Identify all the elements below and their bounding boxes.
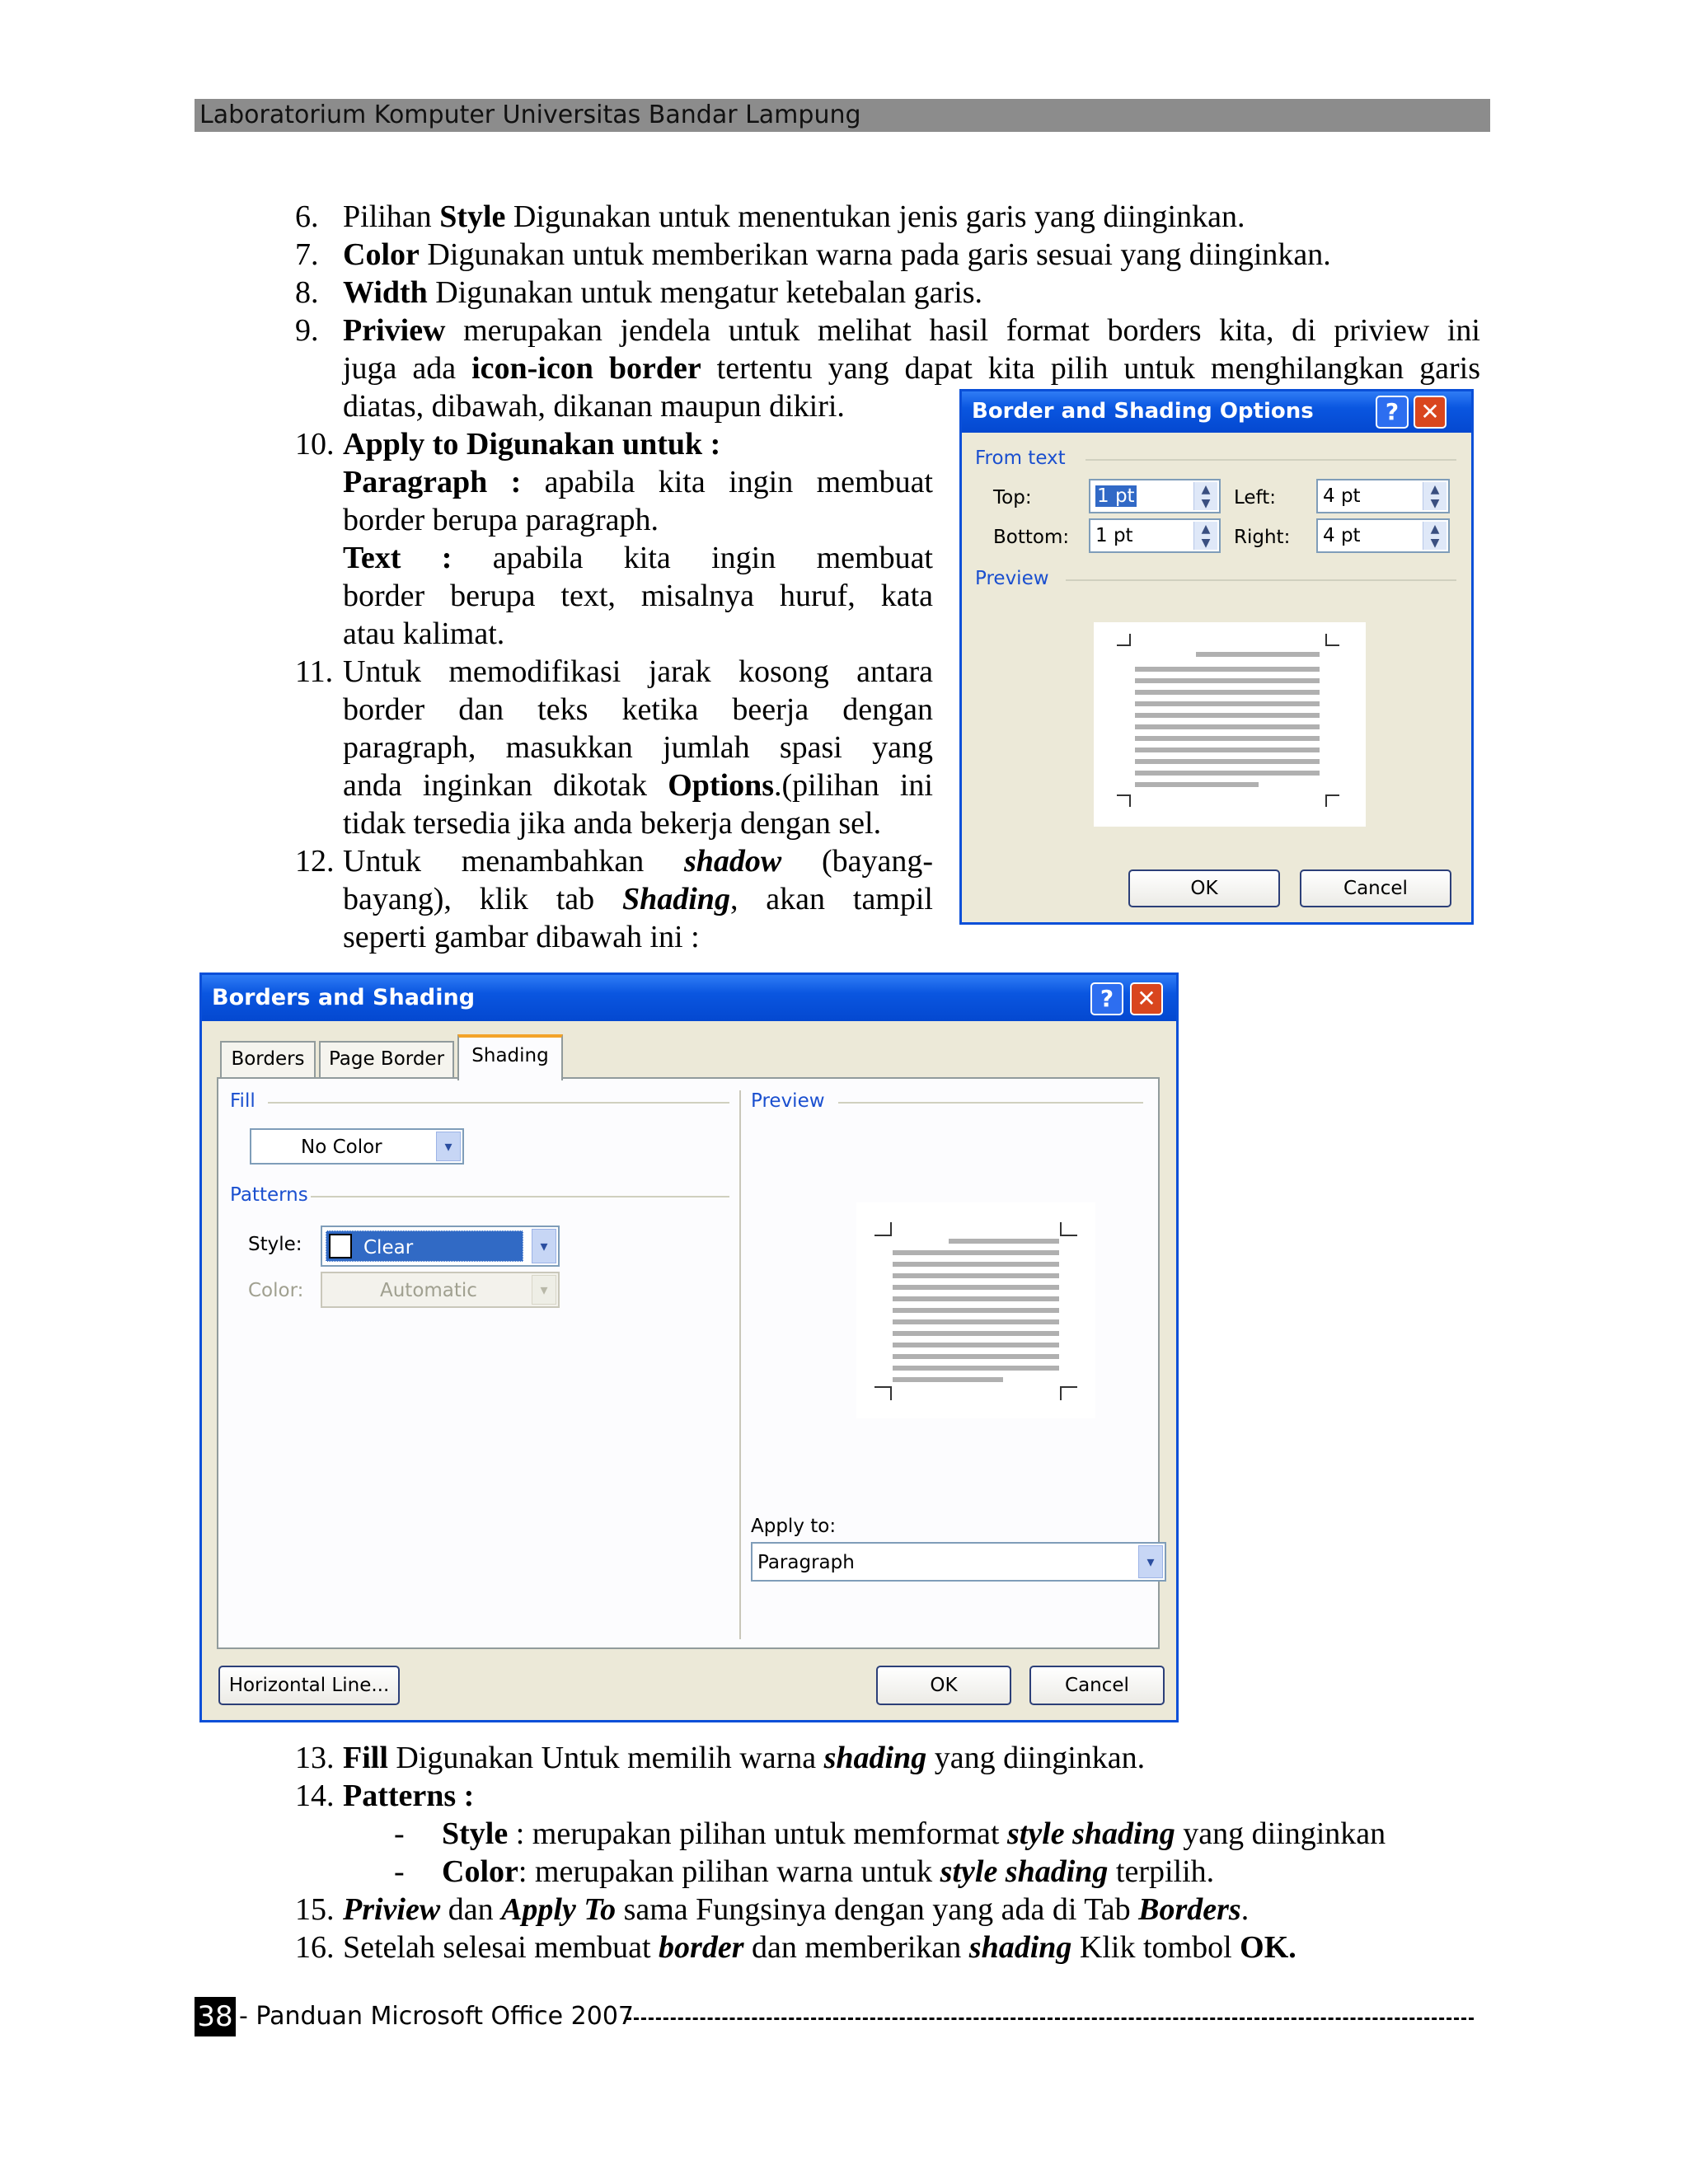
- text-run: style shading: [940, 1854, 1109, 1889]
- fill-divider: [268, 1102, 729, 1104]
- right-label: Right:: [1234, 527, 1291, 548]
- preview-line: [893, 1262, 1059, 1267]
- text-run: apabila kita ingin membuat: [521, 465, 933, 499]
- text-run: Digunakan untuk memberikan warna pada garis sesuai yang diinginkan.: [419, 237, 1331, 272]
- list-item-10-title: [343, 425, 720, 463]
- header-title: Laboratorium Komputer Universitas Bandar Lampung: [199, 101, 861, 129]
- preview-divider: [1066, 579, 1456, 581]
- list-item-9-line-3: [343, 387, 845, 425]
- list-item-11-line-2: [343, 691, 933, 729]
- preview-line: [1135, 701, 1320, 706]
- chevron-down-icon[interactable]: ▾: [532, 1229, 556, 1263]
- text-run: .(pilihan ini: [774, 768, 933, 803]
- text-run: Patterns :: [343, 1779, 475, 1813]
- list-number-10: 10.: [295, 427, 335, 462]
- list-item-6: [343, 198, 1245, 236]
- preview-line: [1135, 724, 1320, 729]
- shading-preview-area[interactable]: [856, 1202, 1095, 1418]
- text-run: Digunakan untuk menentukan jenis garis yang diinginkan.: [505, 199, 1245, 234]
- list-item-11-line-1: [343, 653, 933, 691]
- ok-button[interactable]: OK: [1128, 869, 1280, 907]
- sub-bullet-2: -: [394, 1854, 405, 1889]
- apply-to-value: Paragraph: [757, 1552, 855, 1573]
- pattern-style-value: Clear: [363, 1237, 414, 1258]
- footer-title: - Panduan Microsoft Office 2007: [239, 2002, 635, 2031]
- pattern-color-dropdown[interactable]: [321, 1272, 560, 1308]
- text-run: (bayang-: [781, 844, 933, 879]
- preview-line: [1135, 771, 1320, 776]
- text-run: dan: [440, 1892, 502, 1927]
- text-run: atau kalimat.: [343, 616, 505, 651]
- right-spinner[interactable]: [1316, 518, 1450, 553]
- preview-line: [1135, 736, 1320, 741]
- cancel-button[interactable]: Cancel: [1300, 869, 1451, 907]
- spin-up-icon[interactable]: ▲: [1201, 483, 1211, 496]
- text-run: shadow: [683, 844, 782, 879]
- text-run: , akan tampil: [729, 882, 933, 916]
- preview-line: [1135, 748, 1320, 752]
- preview-line: [1135, 678, 1320, 683]
- preview-line: [1135, 782, 1259, 787]
- spin-down-icon[interactable]: ▼: [1201, 537, 1211, 550]
- apply-to-label: Apply to:: [751, 1516, 837, 1537]
- list-item-11-line-5: [343, 804, 881, 842]
- preview-divider: [838, 1102, 1143, 1104]
- border-shading-options-dialog: [959, 389, 1474, 925]
- text-run: icon-icon border: [471, 351, 701, 386]
- patterns-divider: [311, 1196, 729, 1197]
- spin-up-icon[interactable]: ▲: [1430, 483, 1440, 496]
- list-number-8: 8.: [295, 275, 319, 310]
- text-run: paragraph, masukkan jumlah spasi yang: [343, 730, 933, 765]
- text-run: Pilihan: [343, 199, 440, 234]
- right-value[interactable]: 4 pt: [1323, 525, 1361, 546]
- list-item-14: [343, 1777, 474, 1815]
- list-item-8: [343, 274, 982, 312]
- top-value[interactable]: 1 pt: [1097, 485, 1135, 507]
- close-icon[interactable]: ✕: [1130, 982, 1163, 1015]
- spin-up-icon[interactable]: ▲: [1201, 523, 1211, 536]
- clear-swatch-icon: [329, 1234, 352, 1258]
- preview-line: [893, 1308, 1059, 1313]
- list-item-10-line-3: [343, 539, 933, 577]
- shading-dialog-title: Borders and Shading: [212, 985, 476, 1010]
- text-run: juga ada: [343, 351, 472, 386]
- style-label: Style:: [248, 1234, 302, 1255]
- preview-label: Preview: [751, 1090, 825, 1112]
- list-number-7: 7.: [295, 237, 319, 272]
- text-run: : merupakan pilihan untuk memformat: [508, 1816, 1007, 1851]
- list-item-15: [343, 1891, 1249, 1929]
- pattern-color-value: Automatic: [380, 1280, 477, 1301]
- bottom-value[interactable]: 1 pt: [1095, 525, 1133, 546]
- fill-color-dropdown[interactable]: [250, 1128, 464, 1165]
- preview-line: [893, 1319, 1059, 1324]
- style-selection-highlight: [326, 1230, 523, 1262]
- text-run: apabila kita ingin membuat: [452, 541, 933, 575]
- list-item-11-line-3: [343, 729, 933, 766]
- shading-tab-panel: [217, 1077, 1160, 1649]
- list-item-9-line-2: [343, 349, 1480, 387]
- close-icon[interactable]: ✕: [1414, 396, 1447, 429]
- sub-item-style: [442, 1815, 1386, 1853]
- bottom-spinner[interactable]: [1089, 518, 1221, 553]
- preview-line: [893, 1366, 1059, 1371]
- text-run: bayang), klik tab: [343, 882, 622, 916]
- tab-page-border[interactable]: Page Border: [319, 1041, 454, 1077]
- text-run: Color: [343, 237, 420, 272]
- preview-line: [893, 1331, 1059, 1336]
- text-run: OK.: [1240, 1930, 1296, 1965]
- list-item-10-line-1: [343, 463, 933, 501]
- text-run: Shading: [621, 882, 730, 916]
- borders-and-shading-dialog: [199, 972, 1179, 1722]
- fill-color-value: No Color: [301, 1137, 382, 1158]
- options-preview-area[interactable]: [1094, 622, 1366, 827]
- sub-item-color: [442, 1853, 1214, 1891]
- list-number-9: 9.: [295, 313, 319, 348]
- spin-down-icon[interactable]: ▼: [1201, 497, 1211, 510]
- text-run: Klik tombol: [1071, 1930, 1240, 1965]
- bottom-label: Bottom:: [993, 527, 1070, 548]
- text-run: Fill: [343, 1741, 388, 1775]
- text-run: yang diinginkan: [1175, 1816, 1386, 1851]
- preview-line: [893, 1273, 1059, 1278]
- chevron-down-icon[interactable]: ▾: [436, 1132, 461, 1161]
- preview-line: [893, 1343, 1059, 1347]
- patterns-label: Patterns: [230, 1184, 308, 1206]
- preview-label: Preview: [975, 568, 1049, 589]
- text-run: style shading: [1006, 1816, 1175, 1851]
- text-run: Digunakan Untuk memilih warna: [387, 1741, 824, 1775]
- from-text-label: From text: [975, 448, 1066, 469]
- list-number-13: 13.: [295, 1741, 335, 1775]
- top-label: Top:: [993, 487, 1032, 509]
- list-number-16: 16.: [295, 1930, 335, 1965]
- top-spinner-arrows[interactable]: [1193, 482, 1217, 510]
- preview-line: [893, 1354, 1059, 1359]
- preview-line: [893, 1377, 1003, 1382]
- footer-dashed-rule: [626, 2018, 1474, 2020]
- text-run: terpilih.: [1108, 1854, 1215, 1889]
- chevron-down-icon[interactable]: ▾: [532, 1275, 556, 1305]
- sub-bullet-1: -: [394, 1816, 405, 1851]
- preview-line: [1135, 667, 1320, 672]
- list-number-6: 6.: [295, 199, 319, 234]
- list-item-13: [343, 1739, 1145, 1777]
- text-run: Options: [668, 768, 775, 803]
- list-number-12: 12.: [295, 844, 335, 879]
- left-spinner-arrows[interactable]: [1423, 482, 1447, 510]
- text-run: Untuk memodifikasi jarak kosong antara: [343, 654, 933, 689]
- chevron-down-icon[interactable]: ▾: [1138, 1545, 1163, 1578]
- preview-line: [949, 1239, 1059, 1244]
- preview-line: [1135, 690, 1320, 695]
- horizontal-line-button[interactable]: Horizontal Line...: [218, 1666, 400, 1705]
- text-run: Priview: [343, 313, 446, 348]
- list-item-12-line-2: [343, 880, 933, 918]
- ok-button[interactable]: OK: [876, 1666, 1011, 1705]
- list-item-7: [343, 236, 1331, 274]
- right-spinner-arrows[interactable]: [1423, 522, 1447, 550]
- text-run: Color: [442, 1854, 518, 1889]
- text-run: Apply to Digunakan untuk :: [343, 427, 721, 462]
- pattern-style-dropdown[interactable]: [321, 1226, 560, 1267]
- page-number: 38: [195, 1997, 236, 2036]
- list-item-11-line-4: [343, 766, 933, 804]
- list-item-10-line-4: [343, 577, 933, 615]
- fill-label: Fill: [230, 1090, 256, 1112]
- text-run: tertentu yang dapat kita pilih untuk menghilangkan garis: [701, 351, 1480, 386]
- list-item-10-line-5: [343, 615, 504, 653]
- list-item-12-line-3: [343, 918, 700, 956]
- text-run: dan memberikan: [743, 1930, 969, 1965]
- vertical-divider: [739, 1090, 741, 1639]
- color-label: Color:: [248, 1280, 304, 1301]
- text-run: : merupakan pilihan warna untuk: [518, 1854, 940, 1889]
- list-item-12-line-1: [343, 842, 933, 880]
- list-item-10-line-2: [343, 501, 659, 539]
- text-run: Style: [442, 1816, 509, 1851]
- text-run: Digunakan untuk mengatur ketebalan garis.: [427, 275, 983, 310]
- tab-borders[interactable]: Borders: [220, 1041, 316, 1077]
- help-icon[interactable]: ?: [1090, 982, 1123, 1015]
- text-run: tidak tersedia jika anda bekerja dengan sel.: [343, 806, 882, 841]
- text-run: diatas, dibawah, dikanan maupun dikiri.: [343, 389, 845, 424]
- text-run: border berupa paragraph.: [343, 503, 659, 537]
- top-spinner[interactable]: [1089, 479, 1221, 513]
- text-run: Setelah selesai membuat: [343, 1930, 659, 1965]
- spin-down-icon[interactable]: ▼: [1430, 497, 1440, 510]
- apply-to-dropdown[interactable]: [751, 1542, 1166, 1582]
- preview-line: [1135, 759, 1320, 764]
- text-run: shading: [823, 1741, 927, 1775]
- preview-line: [1196, 652, 1320, 657]
- text-run: Text :: [343, 541, 452, 575]
- cancel-button[interactable]: Cancel: [1029, 1666, 1165, 1705]
- text-run: .: [1240, 1892, 1250, 1927]
- text-run: sama Fungsinya dengan yang ada di Tab: [616, 1892, 1139, 1927]
- text-run: Priview: [343, 1892, 441, 1927]
- options-dialog-title: Border and Shading Options: [972, 399, 1314, 424]
- text-run: shading: [968, 1930, 1072, 1965]
- list-number-11: 11.: [295, 654, 334, 689]
- list-number-15: 15.: [295, 1892, 335, 1927]
- text-run: Untuk menambahkan: [343, 844, 684, 879]
- preview-line: [893, 1285, 1059, 1290]
- text-run: Width: [343, 275, 428, 310]
- text-run: Paragraph :: [343, 465, 522, 499]
- from-text-divider: [1085, 459, 1456, 461]
- tab-shading[interactable]: Shading: [457, 1034, 563, 1080]
- preview-line: [1135, 713, 1320, 718]
- spin-down-icon[interactable]: ▼: [1430, 537, 1440, 550]
- help-icon[interactable]: ?: [1376, 396, 1409, 429]
- bottom-spinner-arrows[interactable]: [1193, 522, 1217, 550]
- list-item-16: [343, 1929, 1296, 1966]
- left-value[interactable]: 4 pt: [1323, 485, 1361, 507]
- text-run: yang diinginkan.: [926, 1741, 1146, 1775]
- text-run: merupakan jendela untuk melihat hasil format borders kita, di priview ini: [445, 313, 1480, 348]
- shading-dialog-titlebar: [202, 975, 1176, 1021]
- text-run: anda inginkan dikotak: [343, 768, 668, 803]
- text-run: Apply To: [501, 1892, 617, 1927]
- left-spinner[interactable]: [1316, 479, 1450, 513]
- preview-line: [893, 1250, 1059, 1255]
- list-number-14: 14.: [295, 1779, 335, 1813]
- options-dialog-titlebar: [962, 391, 1471, 433]
- text-run: seperti gambar dibawah ini :: [343, 920, 700, 954]
- left-label: Left:: [1234, 487, 1277, 509]
- text-run: border berupa text, misalnya huruf, kata: [343, 579, 933, 613]
- text-run: border dan teks ketika beerja dengan: [343, 692, 933, 727]
- text-run: Borders: [1138, 1892, 1241, 1927]
- spin-up-icon[interactable]: ▲: [1430, 523, 1440, 536]
- text-run: Style: [439, 199, 506, 234]
- text-run: border: [659, 1930, 744, 1965]
- list-item-9-line-1: [343, 312, 1480, 349]
- preview-line: [893, 1296, 1059, 1301]
